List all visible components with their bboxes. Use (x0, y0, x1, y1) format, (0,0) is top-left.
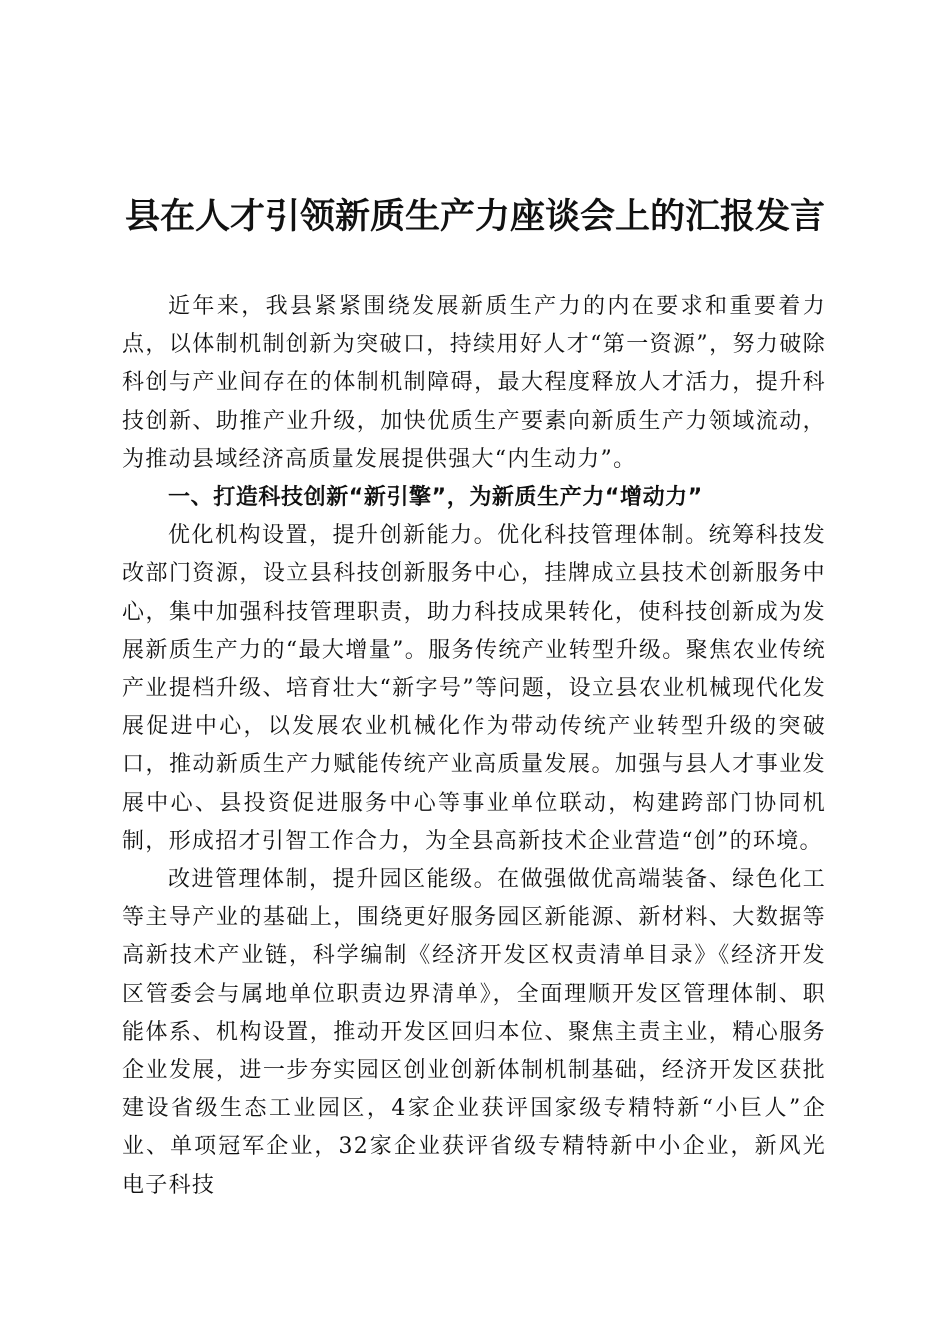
body-paragraph-1: 优化机构设置，提升创新能力。优化科技管理体制。统筹科技发改部门资源，设立县科技创新服务中心，挂牌成立县技术创新服务中心，集中加强科技管理职责，助力科技成果转化，使科技创新成为发展新质生产力的“最大增量”。服务传统产业转型升级。聚焦农业传统产业提档升级、培育壮大“新字号”等问题，设立县农业机械现代化发展促进中心，以发展农业机械化作为带动传统产业转型升级的突破口，推动新质生产力赋能传统产业高质量发展。加强与县人才事业发展中心、县投资促进服务中心等事业单位联动，构建跨部门协同机制，形成招才引智工作合力，为全县高新技术企业营造“创”的环境。 (122, 523, 826, 854)
body-paragraph-2: 改进管理体制，提升园区能级。在做强做优高端装备、绿色化工等主导产业的基础上，围绕更好服务园区新能源、新材料、大数据等高新技术产业链，科学编制《经济开发区权责清单目录》《经济开发区管委会与属地单位职责边界清单》，全面理顺开发区管理体制、职能体系、机构设置，推动开发区回归本位、聚焦主责主业，精心服务企业发展，进一步夯实园区创业创新体制机制基础，经济开发区获批建设省级生态工业园区，4家企业获评国家级专精特新“小巨人”企业、单项冠军企业，32家企业获评省级专精特新中小企业，新风光电子科技 (122, 867, 826, 1198)
document-title: 县在人才引领新质生产力座谈会上的汇报发言 (124, 197, 825, 237)
document-body (122, 288, 826, 1205)
intro-paragraph: 近年来，我县紧紧围绕发展新质生产力的内在要求和重要着力点，以体制机制创新为突破口，持续用好人才“第一资源”，努力破除科创与产业间存在的体制机制障碍，最大程度释放人才活力，提升科技创新、助推产业升级，加快优质生产要素向新质生产力领域流动，为推动县域经济高质量发展提供强大“内生动力”。 (122, 294, 826, 472)
section-heading-1: 一、打造科技创新“新引擎”，为新质生产力“增动力” (168, 485, 703, 511)
